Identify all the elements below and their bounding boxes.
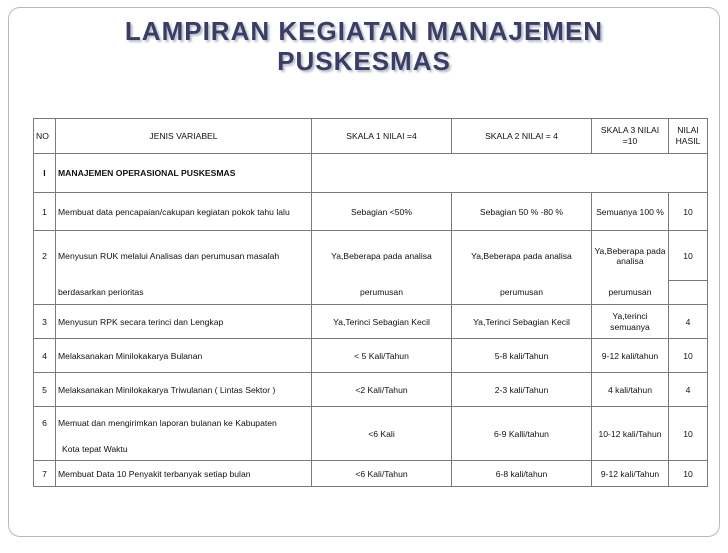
row-skala3: 10-12 kali/Tahun: [592, 407, 669, 461]
slide: [8, 7, 720, 537]
row-jenis: Menyusun RPK secara terinci dan Lengkap: [56, 305, 312, 339]
title-line-1: LAMPIRAN KEGIATAN MANAJEMEN: [124, 16, 604, 46]
row-skala3: 9-12 kali/Tahun: [592, 461, 669, 487]
table-row: [34, 461, 708, 487]
row-no: 2: [34, 231, 56, 281]
title-line-2: PUSKESMAS: [277, 46, 451, 76]
header-skala3: SKALA 3 NILAI =10: [592, 119, 669, 154]
row-jenis: Melaksanakan Minilokakarya Bulanan: [56, 339, 312, 373]
row-skala1-cont: perumusan: [312, 281, 452, 305]
row-skala3-cont: perumusan: [592, 281, 669, 305]
row-jenis: Membuat data pencapaian/cakupan kegiatan pokok tahu lalu: [56, 193, 312, 231]
row-no-empty: [34, 281, 56, 305]
row-skala3: Semuanya 100 %: [592, 193, 669, 231]
row-skala2-cont: perumusan: [452, 281, 592, 305]
row-skala2: 6-9 Kalli/tahun: [452, 407, 592, 461]
section-no: I: [34, 154, 56, 193]
header-skala2: SKALA 2 NILAI = 4: [452, 119, 592, 154]
row-skala1: <2 Kali/Tahun: [312, 373, 452, 407]
row-skala2: Ya,Terinci Sebagian Kecil: [452, 305, 592, 339]
row-jenis: Menyusun RUK melalui Analisas dan perumusan masalah: [56, 231, 312, 281]
row-jenis: Melaksanakan Minilokakarya Triwulanan ( Lintas Sektor ): [56, 373, 312, 407]
row-skala3: Ya,terinci semuanya: [592, 305, 669, 339]
row-skala3: 4 kali/tahun: [592, 373, 669, 407]
row-no: 5: [34, 373, 56, 407]
row-nilai: 10: [669, 231, 708, 281]
slide-title: [9, 16, 719, 76]
row-jenis-cont: Kota tepat Waktu: [56, 439, 312, 461]
table-row: [34, 407, 708, 439]
row-skala2: 6-8 kali/tahun: [452, 461, 592, 487]
row-skala1: < 5 Kali/Tahun: [312, 339, 452, 373]
header-skala1: SKALA 1 NILAI =4: [312, 119, 452, 154]
row-skala3: 9-12 kali/tahun: [592, 339, 669, 373]
row-skala1: Ya,Beberapa pada analisa: [312, 231, 452, 281]
row-nilai-empty: [669, 281, 708, 305]
row-no: 6: [34, 407, 56, 439]
row-skala2: Ya,Beberapa pada analisa: [452, 231, 592, 281]
header-jenis: JENIS VARIABEL: [56, 119, 312, 154]
row-skala2: 2-3 kali/Tahun: [452, 373, 592, 407]
table-row: [34, 339, 708, 373]
section-row: [34, 154, 708, 193]
table-header-row: [34, 119, 708, 154]
row-skala1: <6 Kali/Tahun: [312, 461, 452, 487]
row-jenis: Memuat dan mengirimkan laporan bulanan ke Kabupaten: [56, 407, 312, 439]
header-nilai: NILAI HASIL: [669, 119, 708, 154]
row-skala2: Sebagian 50 % -80 %: [452, 193, 592, 231]
row-nilai: 4: [669, 373, 708, 407]
row-nilai: 10: [669, 407, 708, 461]
row-no-empty: [34, 439, 56, 461]
row-jenis: Membuat Data 10 Penyakit terbanyak setiap bulan: [56, 461, 312, 487]
table-row: [34, 193, 708, 231]
table-row: [34, 373, 708, 407]
row-skala1: <6 Kali: [312, 407, 452, 461]
row-skala1: Sebagian <50%: [312, 193, 452, 231]
row-skala2: 5-8 kali/Tahun: [452, 339, 592, 373]
section-empty: [312, 154, 708, 193]
row-no: 4: [34, 339, 56, 373]
table-row: [34, 305, 708, 339]
row-skala1: Ya,Terinci Sebagian Kecil: [312, 305, 452, 339]
section-label: MANAJEMEN OPERASIONAL PUSKESMAS: [56, 154, 312, 193]
row-nilai: 4: [669, 305, 708, 339]
row-nilai: 10: [669, 339, 708, 373]
variable-table: [33, 118, 708, 487]
row-nilai: 10: [669, 461, 708, 487]
row-jenis-cont: berdasarkan perioritas: [56, 281, 312, 305]
row-no: 7: [34, 461, 56, 487]
header-no: NO: [34, 119, 56, 154]
row-no: 1: [34, 193, 56, 231]
table-row: [34, 231, 708, 281]
row-skala3: Ya,Beberapa pada analisa: [592, 231, 669, 281]
row-nilai: 10: [669, 193, 708, 231]
table-row-continuation: [34, 281, 708, 305]
row-no: 3: [34, 305, 56, 339]
